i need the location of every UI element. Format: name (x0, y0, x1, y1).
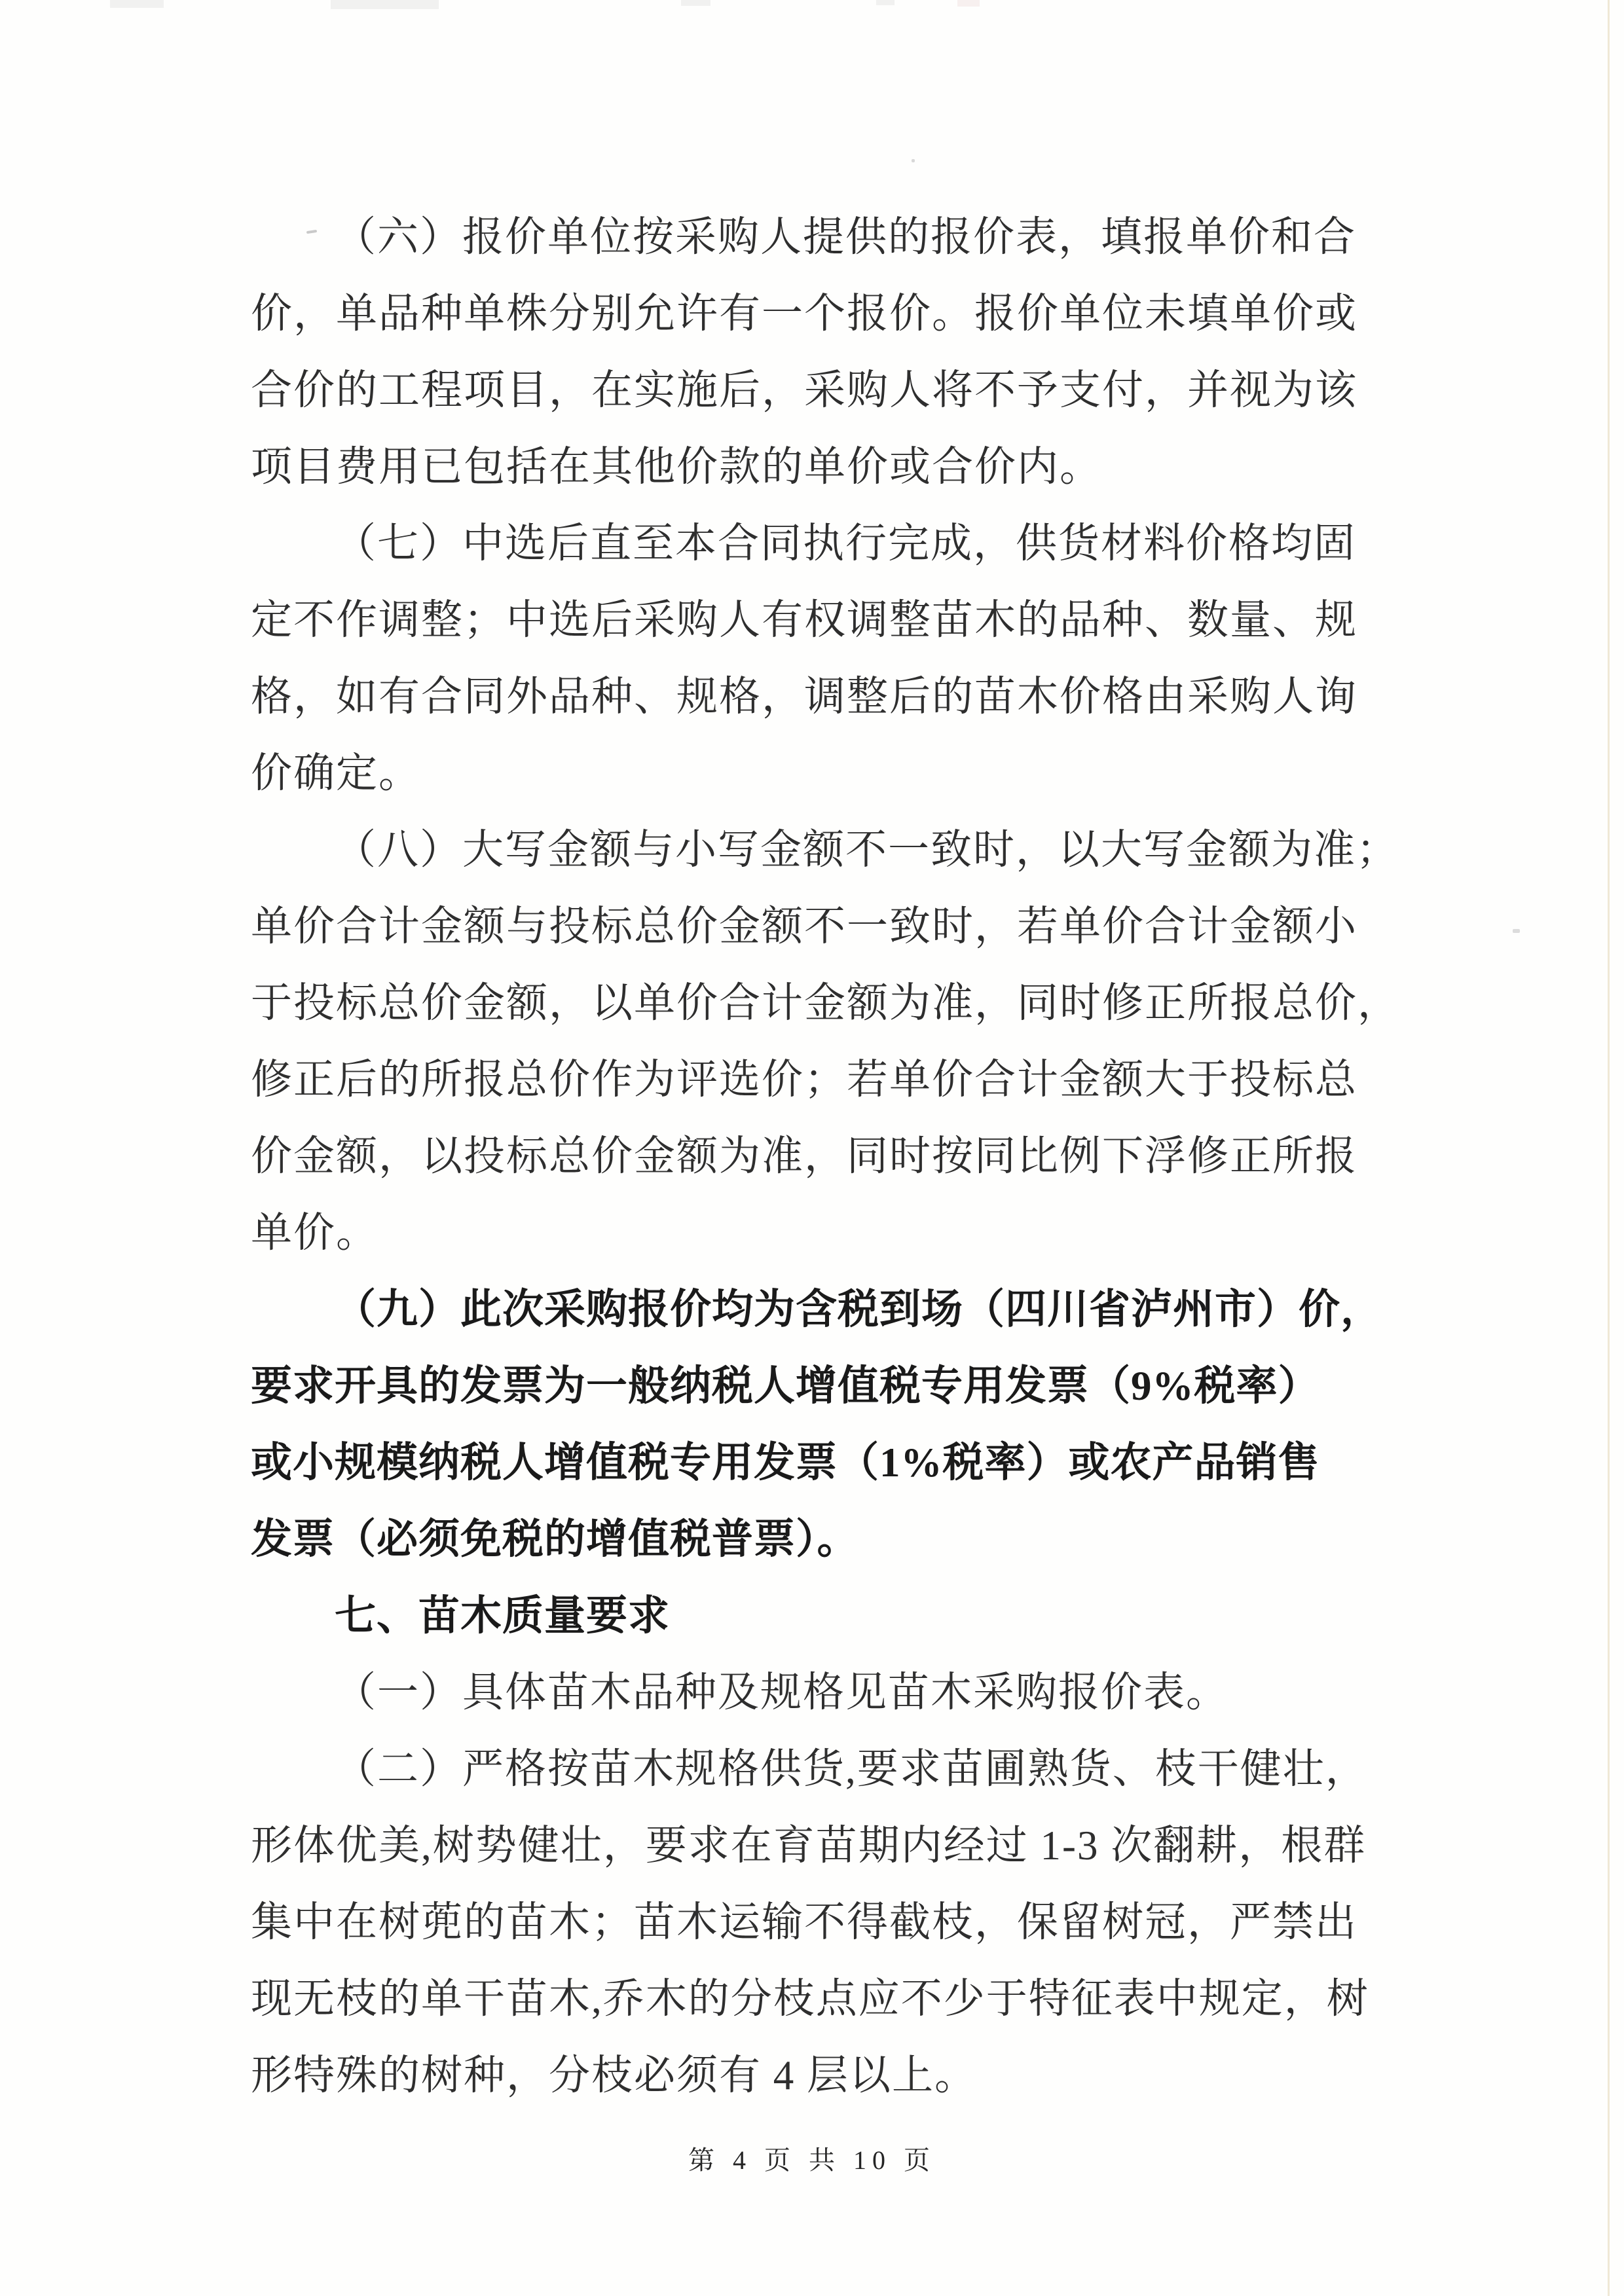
scan-edge-line (1608, 0, 1610, 2296)
text-line: 单价。 (251, 1210, 378, 1256)
text-line: （一）具体苗木品种及规格见苗木采购报价表。 (335, 1669, 1228, 1715)
text-line: （七）中选后直至本合同执行完成，供货材料价格均固 (335, 520, 1356, 566)
text-line: 形体优美,树势健壮，要求在育苗期内经过 1-3 次翻耕，根群 (251, 1823, 1367, 1868)
text-line: （八）大写金额与小写金额不一致时，以大写金额为准； (335, 827, 1399, 873)
text-line: 合价的工程项目，在实施后，采购人将不予支付，并视为该 (251, 367, 1357, 413)
text-line: 要求开具的发票为一般纳税人增值税专用发票（9%税率） (251, 1363, 1320, 1409)
text-line: 价，单品种单株分别允许有一个报价。报价单位未填单价或 (251, 291, 1357, 337)
text-line: 价确定。 (251, 750, 421, 796)
text-line: 形特殊的树种，分枝必须有 4 层以上。 (251, 2052, 977, 2098)
scan-smudge (681, 0, 710, 6)
scan-smudge (110, 0, 164, 8)
text-line: （六）报价单位按采购人提供的报价表，填报单价和合 (335, 214, 1356, 260)
text-line: 发票（必须免税的增值税普票）。 (251, 1516, 859, 1562)
scan-speck (1513, 929, 1520, 933)
text-line: 项目费用已包括在其他价款的单价或合价内。 (251, 444, 1102, 490)
scan-speck (912, 159, 915, 162)
text-line: 或小规模纳税人增值税专用发票（1%税率）或农产品销售 (251, 1440, 1320, 1485)
document-body (251, 211, 1400, 2126)
text-line: （九）此次采购报价均为含税到场（四川省泸州市）价， (335, 1286, 1382, 1332)
text-line: 集中在树蔸的苗木；苗木运输不得截枝，保留树冠，严禁出 (251, 1899, 1357, 1945)
scan-smudge (876, 0, 895, 5)
text-line: 七、苗木质量要求 (335, 1593, 670, 1639)
page-footer: 第 4 页 共 10 页 (688, 2145, 936, 2175)
text-line: （二）严格按苗木规格供货,要求苗圃熟货、枝干健壮， (335, 1746, 1368, 1792)
text-line: 格，如有合同外品种、规格，调整后的苗木价格由采购人询 (251, 674, 1357, 720)
text-line: 单价合计金额与投标总价金额不一致时，若单价合计金额小 (251, 903, 1357, 949)
text-line: 价金额，以投标总价金额为准，同时按同比例下浮修正所报 (251, 1133, 1357, 1179)
text-line: 于投标总价金额，以单价合计金额为准，同时修正所报总价， (251, 980, 1400, 1026)
scan-smudge (957, 0, 980, 7)
text-line: 现无枝的单干苗木,乔木的分枝点应不少于特征表中规定，树 (251, 1976, 1369, 2022)
scan-smudge (331, 0, 439, 9)
text-line: 定不作调整；中选后采购人有权调整苗木的品种、数量、规 (251, 597, 1357, 643)
text-line: 修正后的所报总价作为评选价；若单价合计金额大于投标总 (251, 1057, 1357, 1102)
